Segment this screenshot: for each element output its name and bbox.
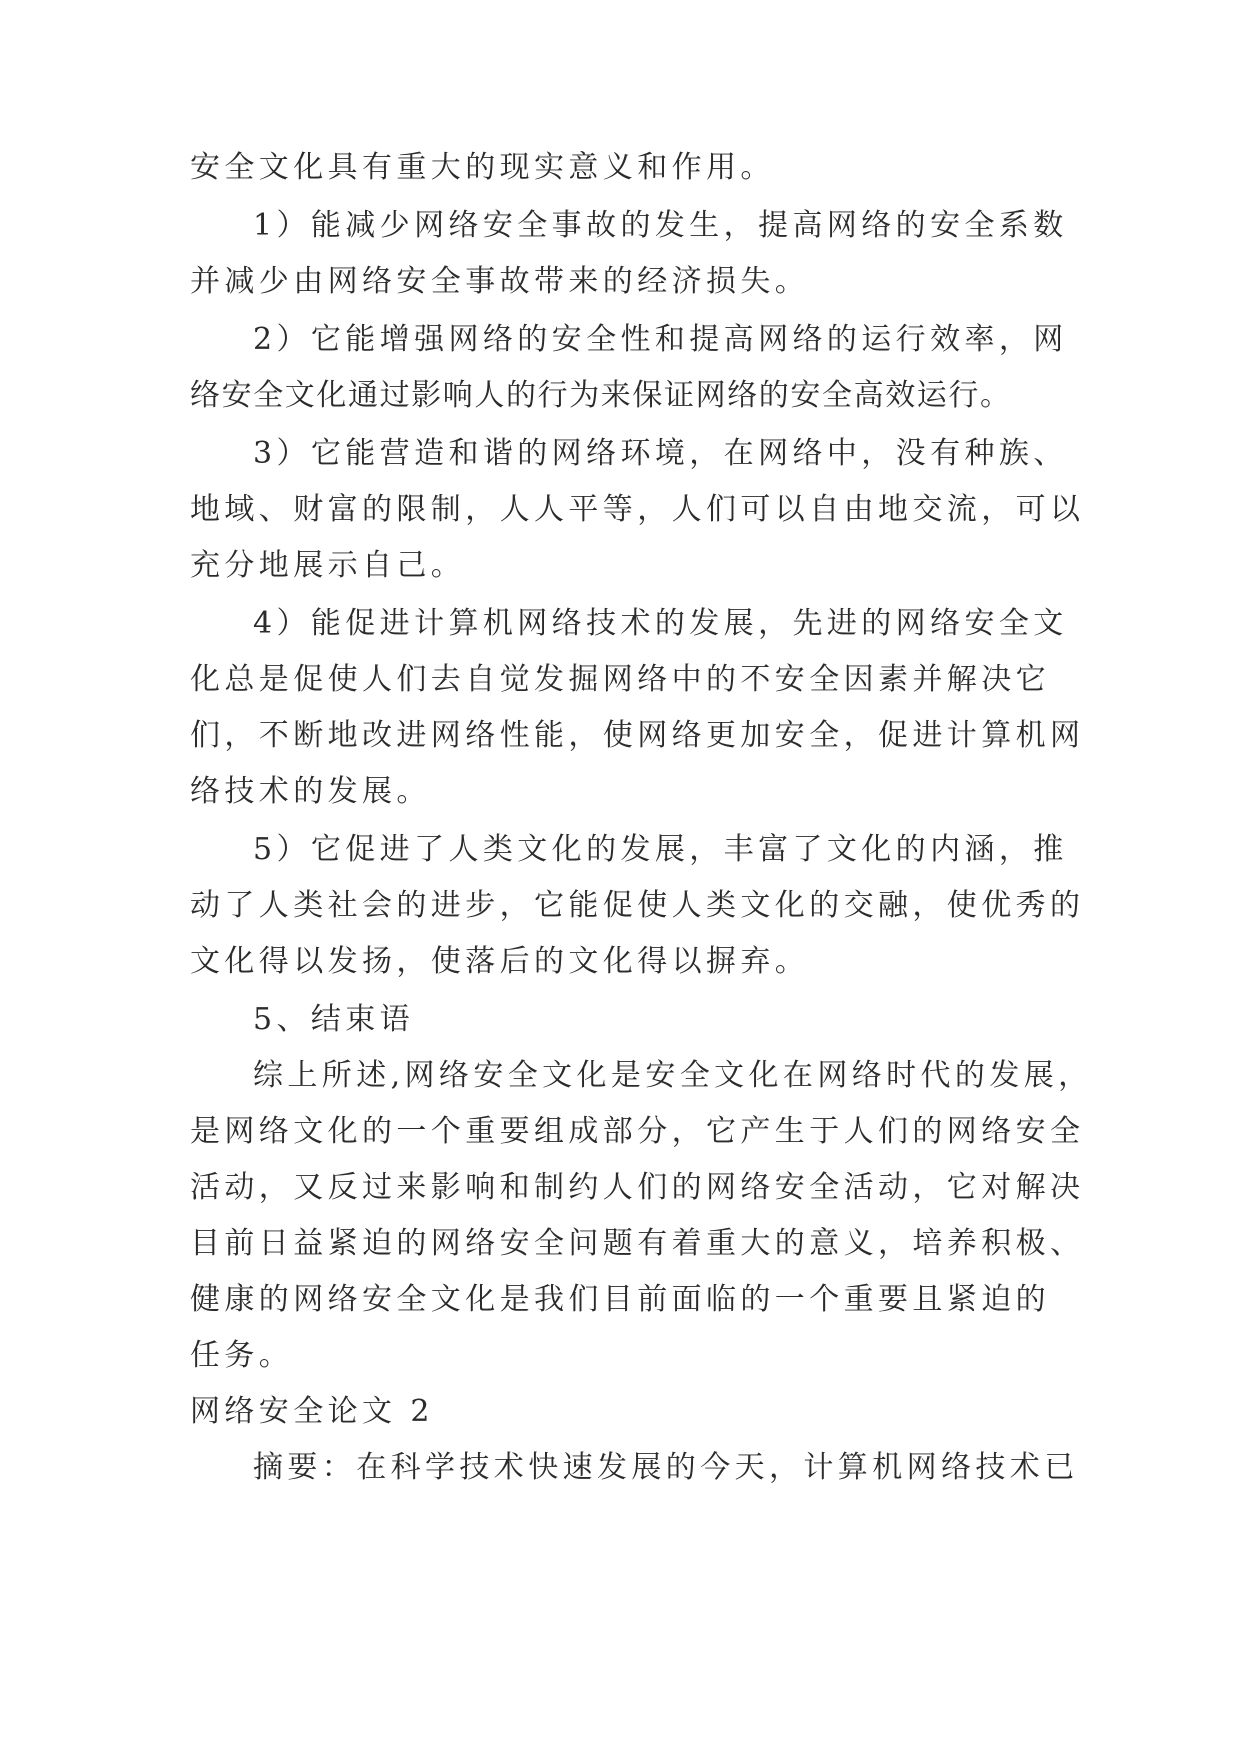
- article-title: 网络安全论文 2: [190, 1394, 434, 1429]
- list-item-1-line: 1）能减少网络安全事故的发生，提高网络的安全系数: [253, 208, 1068, 243]
- abstract-line: 摘要：在科学技术快速发展的今天，计算机网络技术已: [253, 1450, 1079, 1485]
- text-line: 并减少由网络安全事故带来的经济损失。: [190, 264, 810, 299]
- text-line: 络技术的发展。: [190, 774, 431, 809]
- conclusion-line: 综上所述,网络安全文化是安全文化在网络时代的发展，: [253, 1058, 1093, 1093]
- text-line: 地域、财富的限制，人人平等，人们可以自由地交流，可以: [190, 492, 1085, 527]
- text-line: 目前日益紧迫的网络安全问题有着重大的意义，培养积极、: [190, 1226, 1085, 1261]
- text-line: 文化得以发扬，使落后的文化得以摒弃。: [190, 944, 810, 979]
- text-line: 任务。: [190, 1338, 294, 1373]
- text-line: 安全文化具有重大的现实意义和作用。: [190, 150, 775, 185]
- text-line: 是网络文化的一个重要组成部分，它产生于人们的网络安全: [190, 1114, 1085, 1149]
- list-item-2-line: 2）它能增强网络的安全性和提高网络的运行效率，网: [253, 322, 1068, 357]
- text-line: 充分地展示自己。: [190, 548, 466, 583]
- list-item-4-line: 4）能促进计算机网络技术的发展，先进的网络安全文: [253, 606, 1068, 641]
- list-item-3-line: 3）它能营造和谐的网络环境，在网络中，没有种族、: [253, 436, 1068, 471]
- text-line: 络安全文化通过影响人的行为来保证网络的安全高效运行。: [190, 378, 1012, 413]
- text-line: 健康的网络安全文化是我们目前面临的一个重要且紧迫的: [190, 1282, 1050, 1317]
- list-item-5-line: 5）它促进了人类文化的发展，丰富了文化的内涵，推: [253, 832, 1068, 867]
- text-line: 们，不断地改进网络性能，使网络更加安全，促进计算机网: [190, 718, 1085, 753]
- text-line: 化总是促使人们去自觉发掘网络中的不安全因素并解决它: [190, 662, 1050, 697]
- text-line: 动了人类社会的进步，它能促使人类文化的交融，使优秀的: [190, 888, 1085, 923]
- section-heading: 5、结束语: [253, 1002, 415, 1037]
- text-line: 活动，又反过来影响和制约人们的网络安全活动，它对解决: [190, 1170, 1085, 1205]
